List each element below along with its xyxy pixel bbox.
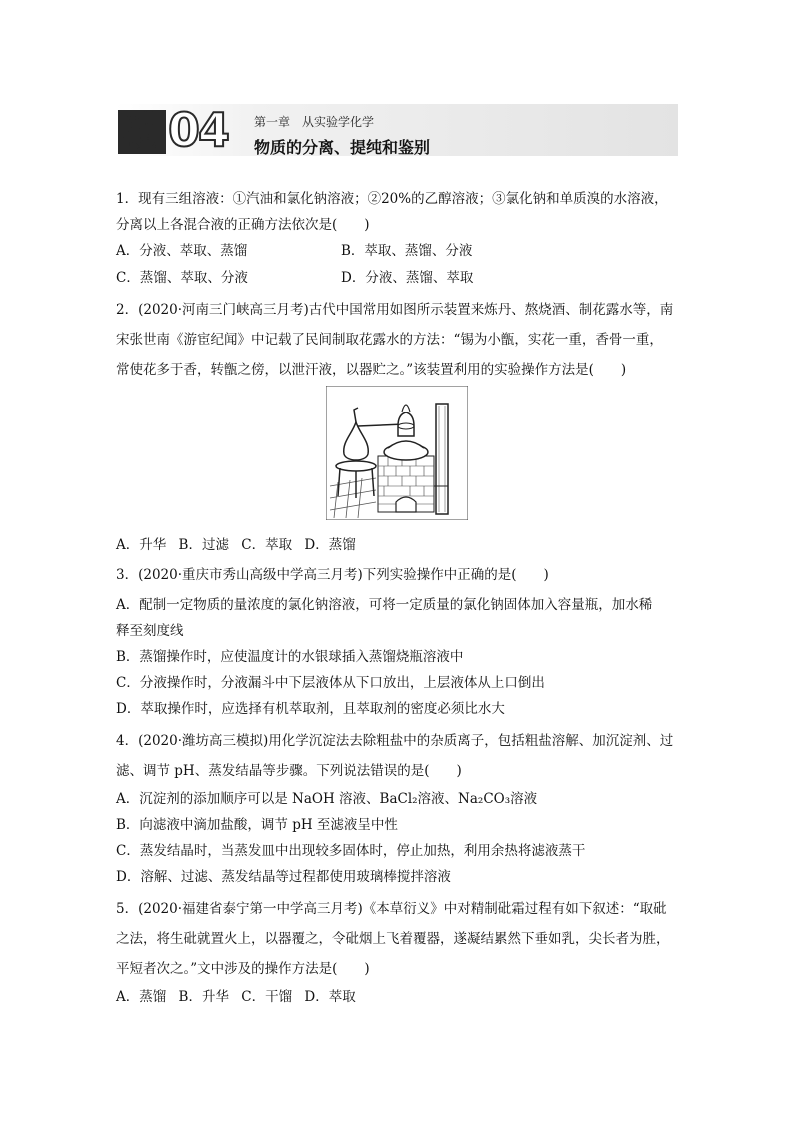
question-5 [116, 894, 680, 1010]
question-1 [116, 186, 680, 291]
option-d: D．萃取操作时，应选择有机萃取剂，且萃取剂的密度必须比水大 [116, 701, 505, 717]
option-a: A．沉淀剂的添加顺序可以是 NaOH 溶液、BaCl₂溶液、Na₂CO₃溶液 [116, 791, 538, 807]
option-b: B．萃取、蒸馏、分液 [341, 243, 473, 259]
badge-label-bottom: 微型 [122, 131, 156, 151]
question-stem-line: 2．(2020·河南三门峡高三月考)古代中国常用如图所示装置来炼丹、熬烧酒、制花露水等，南 [116, 302, 674, 318]
question-stem-line: 3．(2020·重庆市秀山高级中学高三月考)下列实验操作中正确的是( ) [116, 567, 549, 583]
question-3 [116, 562, 680, 722]
topic-title: 物质的分离、提纯和鉴别 [254, 138, 431, 157]
question-stem-line: 之法，将生砒就置火上，以器覆之，令砒烟上飞着覆器，遂凝结累然下垂如乳，尖长者为胜， [116, 931, 670, 947]
question-stem-line: 4．(2020·潍坊高三模拟)用化学沉淀法去除粗盐中的杂质离子，包括粗盐溶解、加沉淀剂、过 [116, 733, 674, 749]
option-a: A．蒸馏 [116, 989, 167, 1005]
question-stem-line: 1．现有三组溶液：①汽油和氯化钠溶液；②20%的乙醇溶液；③氯化钠和单质溴的水溶液， [116, 191, 668, 207]
question-list [116, 186, 680, 1010]
question-stem-line: 分离以上各混合液的正确方法依次是( ) [116, 217, 370, 233]
option-d: D．溶解、过滤、蒸发结晶等过程都使用玻璃棒搅拌溶液 [116, 869, 451, 885]
question-stem-line: 滤、调节 pH、蒸发结晶等步骤。下列说法错误的是( ) [116, 763, 462, 779]
option-c: C．分液操作时，分液漏斗中下层液体从下口放出，上层液体从上口倒出 [116, 675, 545, 691]
chapter-title: 第一章 从实验学化学 [254, 115, 375, 129]
topic-badge [116, 103, 244, 157]
option-c: C．蒸馏、萃取、分液 [116, 270, 248, 286]
badge-number: 04 [168, 103, 229, 157]
option-a: A．配制一定物质的量浓度的氯化钠溶液，可将一定质量的氯化钠固体加入容量瓶，加水稀 [116, 597, 653, 613]
question-stem-line: 平短者次之。”文中涉及的操作方法是( ) [116, 961, 370, 977]
distillation-apparatus-illustration [326, 386, 468, 520]
option-b: B．升华 [178, 989, 229, 1005]
option-c: C．萃取 [241, 537, 293, 553]
option-c: C．干馏 [241, 989, 293, 1005]
option-b: B．蒸馏操作时，应使温度计的水银球插入蒸馏烧瓶溶液中 [116, 649, 464, 665]
option-a: A．升华 [116, 537, 167, 553]
option-c: C．蒸发结晶时，当蒸发皿中出现较多固体时，停止加热，利用余热将滤液蒸干 [116, 843, 586, 859]
option-a-cont: 释至刻度线 [116, 623, 184, 639]
question-stem-line: 5．(2020·福建省泰宁第一中学高三月考)《本草衍义》中对精制砒霜过程有如下叙述：“取砒 [116, 901, 667, 917]
question-4 [116, 726, 680, 890]
option-a: A．分液、萃取、蒸馏 [116, 243, 248, 259]
option-b: B．向滤液中滴加盐酸，调节 pH 至滤液呈中性 [116, 817, 398, 833]
question-stem-line: 常使花多于香，转甑之傍，以泄汗液，以器贮之。”该装置利用的实验操作方法是( ) [116, 362, 627, 378]
option-b: B．过滤 [178, 537, 229, 553]
option-d: D．蒸馏 [304, 537, 356, 553]
option-d: D．萃取 [304, 989, 356, 1005]
badge-label-top: 专题 [122, 111, 156, 131]
option-d: D．分液、蒸馏、萃取 [341, 270, 474, 286]
question-stem-line: 宋张世南《游宦纪闻》中记载了民间制取花露水的方法：“锡为小甑，实花一重，香骨一重， [116, 332, 663, 348]
